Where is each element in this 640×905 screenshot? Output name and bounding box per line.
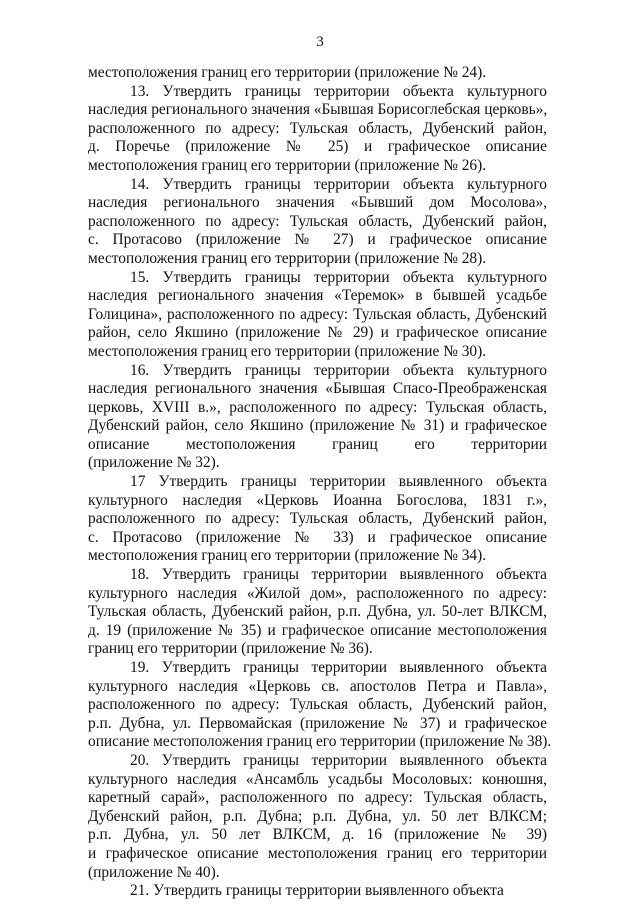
text-line: Голицина», расположенного по адресу: Тульская область, Дубенский [88, 305, 547, 323]
paragraph-p16 [88, 362, 547, 474]
paragraph-p20 [88, 752, 547, 882]
text-line: местоположения границ его территории (приложение № 30). [88, 342, 487, 360]
text-line: расположенного по адресу: Тульская область, Дубенский район, [88, 696, 547, 714]
text-line: д. 19 (приложение № 35) и графическое описание местоположения [88, 621, 547, 639]
text-line: наследия регионального значения «Бывшая Спасо-Преображенская [88, 380, 547, 398]
text-line: 15. Утвердить границы территории объекта культурного [130, 268, 547, 286]
text-line: культурного наследия «Ансамбль усадьбы Мосоловых: конюшня, [88, 770, 547, 788]
text-line: район, село Якшино (приложение № 29) и графическое описание [88, 324, 547, 342]
text-line: церковь, XVIII в.», расположенного по адресу: Тульская область, [88, 398, 547, 416]
text-line: описание местоположения границ его территории [88, 435, 547, 453]
text-line: каретный сарай», расположенного по адресу: Тульская область, [88, 789, 547, 807]
text-line: наследия регионального значения «Бывшая Борисоглебская церковь», [88, 101, 548, 119]
text-line: местоположения границ его территории (приложение № 26). [88, 156, 487, 174]
text-line: местоположения границ его территории (приложение № 28). [88, 249, 487, 267]
text-line: описание местоположения границ его территории (приложение № 38). [88, 733, 552, 751]
text-line: местоположения границ его территории (приложение № 34). [88, 547, 487, 565]
text-line: расположенного по адресу: Тульская область, Дубенский район, [88, 212, 547, 230]
text-line: 17 Утвердить границы территории выявленного объекта [130, 473, 547, 491]
text-line: культурного наследия «Церковь Иоанна Богослова, 1831 г.», [88, 491, 547, 509]
paragraph-p15 [88, 269, 547, 362]
paragraph-p14 [88, 176, 547, 269]
text-line: 18. Утвердить границы территории выявленного объекта [130, 566, 547, 584]
text-line: расположенного по адресу: Тульская область, Дубенский район, [88, 119, 547, 137]
paragraph-p13 [88, 83, 547, 176]
text-line: 14. Утвердить границы территории объекта культурного [130, 175, 547, 193]
paragraph-cont [88, 64, 547, 83]
text-line: границ его территории (приложение № 36). [88, 640, 373, 658]
text-line: местоположения границ его территории (приложение № 24). [88, 64, 487, 81]
text-line: 13. Утвердить границы территории объекта культурного [130, 82, 547, 100]
document-body [88, 64, 552, 901]
text-line: д. Поречье (приложение № 25) и графическое описание [88, 138, 547, 156]
text-line: культурного наследия «Жилой дом», расположенного по адресу: [88, 584, 547, 602]
text-line: (приложение № 32). [88, 454, 220, 472]
text-line: 20. Утвердить границы территории выявленного объекта [130, 751, 547, 769]
text-line: Дубенский район, село Якшино (приложение № 31) и графическое [88, 417, 547, 435]
text-line: и графическое описание местоположения границ его территории [88, 844, 547, 862]
text-line: с. Протасово (приложение № 27) и графическое описание [88, 231, 547, 249]
text-line: 19. Утвердить границы территории выявленного объекта [130, 659, 547, 676]
paragraph-p21 [88, 882, 547, 901]
text-line: расположенного по адресу: Тульская область, Дубенский район, [88, 510, 547, 528]
text-line: наследия регионального значения «Теремок» в бывшей усадьбе [88, 287, 547, 305]
text-line: культурного наследия «Церковь св. апостолов Петра и Павла», [88, 677, 547, 695]
text-line: 21. Утвердить границы территории выявленного объекта [130, 882, 504, 900]
text-line: Дубенский район, р.п. Дубна; р.п. Дубна, ул. 50 лет ВЛКСМ; [88, 807, 547, 825]
text-line: наследия регионального значения «Бывший дом Мосолова», [88, 194, 547, 212]
paragraph-p18 [88, 566, 547, 659]
text-line: р.п. Дубна, ул. 50 лет ВЛКСМ, д. 16 (приложение № 39) [88, 826, 547, 844]
text-line: с. Протасово (приложение № 33) и графическое описание [88, 528, 547, 546]
text-line: Тульская область, Дубенский район, р.п. Дубна, ул. 50-лет ВЛКСМ, [88, 603, 547, 621]
paragraph-p19 [88, 659, 552, 752]
text-line: р.п. Дубна, ул. Первомайская (приложение № 37) и графическое [88, 714, 547, 732]
text-line: (приложение № 40). [88, 863, 220, 881]
page-number: 3 [316, 34, 324, 50]
text-line: 16. Утвердить границы территории объекта культурного [130, 361, 547, 379]
paragraph-p17 [88, 473, 547, 566]
